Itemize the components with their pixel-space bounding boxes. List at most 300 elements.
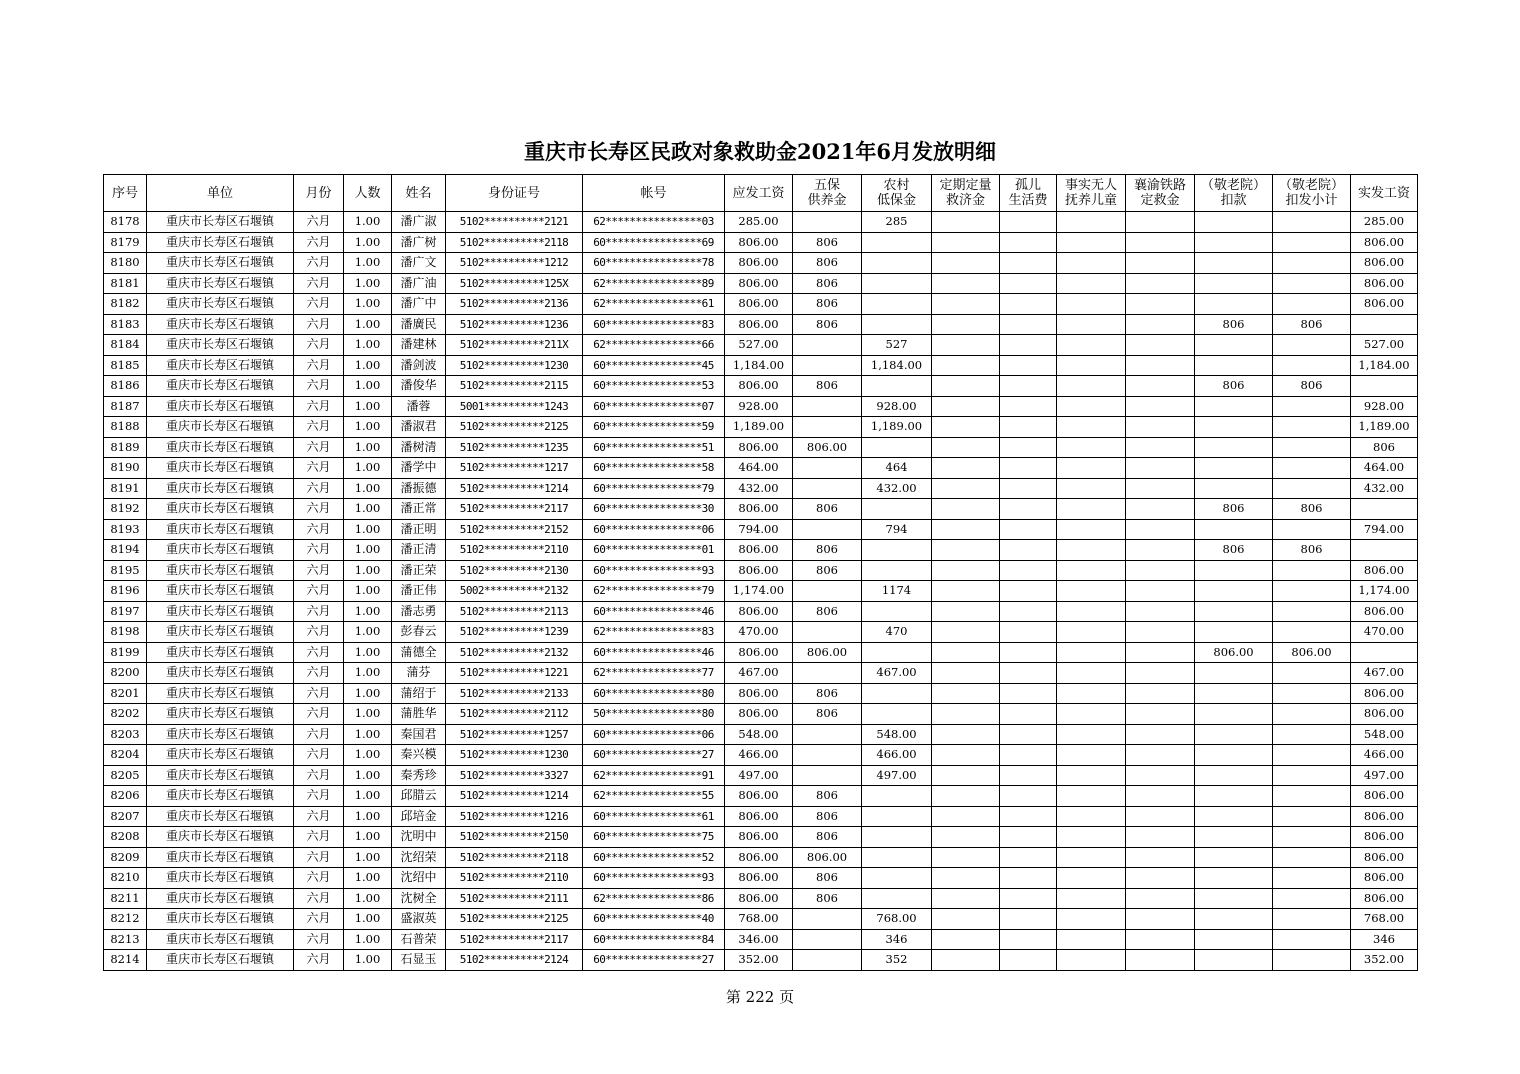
cell-payable: 806.00 — [725, 499, 793, 520]
cell-dibao — [862, 273, 932, 294]
cell-id-number: 5102**********2117 — [446, 929, 583, 950]
cell-orphan — [1000, 499, 1057, 520]
cell-id-number: 5102**********1257 — [446, 724, 583, 745]
cell-seq: 8193 — [104, 519, 147, 540]
cell-unsupported-child — [1057, 458, 1126, 479]
cell-nursing-deduction — [1195, 704, 1273, 725]
cell-wubao — [793, 950, 862, 971]
table-row — [104, 704, 1418, 725]
cell-count: 1.00 — [344, 314, 392, 335]
cell-orphan — [1000, 929, 1057, 950]
cell-name: 潘正荣 — [392, 560, 446, 581]
cell-unit: 重庆市长寿区石堰镇 — [147, 847, 294, 868]
cell-dingqi — [932, 663, 1000, 684]
cell-nursing-deduction — [1195, 396, 1273, 417]
cell-month: 六月 — [294, 212, 344, 233]
cell-orphan — [1000, 806, 1057, 827]
cell-count: 1.00 — [344, 786, 392, 807]
cell-name: 潘蓉 — [392, 396, 446, 417]
cell-dibao: 768.00 — [862, 909, 932, 930]
cell-id-number: 5102**********2113 — [446, 601, 583, 622]
cell-name: 潘淑君 — [392, 417, 446, 438]
cell-name: 潘志勇 — [392, 601, 446, 622]
cell-orphan — [1000, 765, 1057, 786]
cell-dingqi — [932, 806, 1000, 827]
cell-seq: 8182 — [104, 294, 147, 315]
cell-actual-pay: 1,184.00 — [1351, 355, 1418, 376]
cell-railway — [1126, 847, 1195, 868]
cell-month: 六月 — [294, 622, 344, 643]
cell-railway — [1126, 765, 1195, 786]
table-row — [104, 581, 1418, 602]
cell-payable: 806.00 — [725, 868, 793, 889]
cell-orphan — [1000, 417, 1057, 438]
cell-actual-pay: 1,189.00 — [1351, 417, 1418, 438]
cell-unit: 重庆市长寿区石堰镇 — [147, 806, 294, 827]
cell-dingqi — [932, 232, 1000, 253]
cell-orphan — [1000, 786, 1057, 807]
cell-actual-pay: 806.00 — [1351, 294, 1418, 315]
cell-month: 六月 — [294, 581, 344, 602]
cell-name: 沈树全 — [392, 888, 446, 909]
table-row — [104, 212, 1418, 233]
cell-month: 六月 — [294, 909, 344, 930]
cell-id-number: 5102**********2110 — [446, 868, 583, 889]
cell-payable: 806.00 — [725, 294, 793, 315]
cell-railway — [1126, 458, 1195, 479]
cell-payable: 928.00 — [725, 396, 793, 417]
cell-actual-pay: 806.00 — [1351, 273, 1418, 294]
cell-dingqi — [932, 478, 1000, 499]
cell-wubao: 806 — [793, 868, 862, 889]
cell-unit: 重庆市长寿区石堰镇 — [147, 724, 294, 745]
cell-dibao — [862, 232, 932, 253]
cell-actual-pay — [1351, 314, 1418, 335]
cell-count: 1.00 — [344, 888, 392, 909]
cell-nursing-deduction-subtotal: 806 — [1273, 540, 1351, 561]
cell-unit: 重庆市长寿区石堰镇 — [147, 601, 294, 622]
cell-month: 六月 — [294, 745, 344, 766]
cell-payable: 467.00 — [725, 663, 793, 684]
cell-account: 60****************06 — [583, 724, 725, 745]
table-row — [104, 950, 1418, 971]
cell-unsupported-child — [1057, 294, 1126, 315]
cell-nursing-deduction — [1195, 868, 1273, 889]
cell-account: 62****************79 — [583, 581, 725, 602]
cell-month: 六月 — [294, 232, 344, 253]
cell-nursing-deduction-subtotal — [1273, 827, 1351, 848]
cell-name: 潘树清 — [392, 437, 446, 458]
cell-name: 秦国君 — [392, 724, 446, 745]
header-seq: 序号 — [104, 175, 147, 212]
cell-nursing-deduction — [1195, 560, 1273, 581]
cell-railway — [1126, 929, 1195, 950]
cell-nursing-deduction — [1195, 663, 1273, 684]
cell-orphan — [1000, 396, 1057, 417]
cell-dingqi — [932, 560, 1000, 581]
cell-id-number: 5102**********1230 — [446, 355, 583, 376]
cell-name: 潘正清 — [392, 540, 446, 561]
cell-railway — [1126, 642, 1195, 663]
cell-unsupported-child — [1057, 499, 1126, 520]
table-row — [104, 868, 1418, 889]
cell-nursing-deduction — [1195, 683, 1273, 704]
cell-dingqi — [932, 642, 1000, 663]
cell-railway — [1126, 724, 1195, 745]
cell-railway — [1126, 950, 1195, 971]
cell-railway — [1126, 355, 1195, 376]
cell-wubao: 806 — [793, 704, 862, 725]
cell-count: 1.00 — [344, 355, 392, 376]
cell-count: 1.00 — [344, 437, 392, 458]
cell-account: 62****************77 — [583, 663, 725, 684]
cell-month: 六月 — [294, 806, 344, 827]
cell-payable: 806.00 — [725, 642, 793, 663]
cell-actual-pay: 285.00 — [1351, 212, 1418, 233]
cell-id-number: 5102**********1212 — [446, 253, 583, 274]
cell-unsupported-child — [1057, 519, 1126, 540]
cell-wubao — [793, 396, 862, 417]
cell-month: 六月 — [294, 519, 344, 540]
cell-account: 60****************46 — [583, 601, 725, 622]
table-row — [104, 273, 1418, 294]
cell-id-number: 5102**********2133 — [446, 683, 583, 704]
cell-name: 蒲绍于 — [392, 683, 446, 704]
cell-unit: 重庆市长寿区石堰镇 — [147, 868, 294, 889]
cell-month: 六月 — [294, 560, 344, 581]
cell-id-number: 5102**********1235 — [446, 437, 583, 458]
cell-orphan — [1000, 642, 1057, 663]
cell-payable: 806.00 — [725, 683, 793, 704]
cell-unit: 重庆市长寿区石堰镇 — [147, 683, 294, 704]
cell-name: 潘振德 — [392, 478, 446, 499]
cell-account: 62****************55 — [583, 786, 725, 807]
cell-dibao — [862, 253, 932, 274]
cell-railway — [1126, 806, 1195, 827]
header-payable: 应发工资 — [725, 175, 793, 212]
cell-dibao: 470 — [862, 622, 932, 643]
cell-account: 60****************30 — [583, 499, 725, 520]
cell-unit: 重庆市长寿区石堰镇 — [147, 232, 294, 253]
table-row — [104, 827, 1418, 848]
cell-railway — [1126, 314, 1195, 335]
cell-dibao: 928.00 — [862, 396, 932, 417]
header-nursing-deduction-subtotal: （敬老院） 扣发小计 — [1273, 175, 1351, 212]
cell-unit: 重庆市长寿区石堰镇 — [147, 642, 294, 663]
cell-dingqi — [932, 745, 1000, 766]
cell-account: 60****************61 — [583, 806, 725, 827]
cell-nursing-deduction-subtotal — [1273, 478, 1351, 499]
cell-dibao: 527 — [862, 335, 932, 356]
cell-payable: 806.00 — [725, 376, 793, 397]
cell-railway — [1126, 294, 1195, 315]
cell-orphan — [1000, 560, 1057, 581]
cell-dibao — [862, 437, 932, 458]
cell-dibao: 432.00 — [862, 478, 932, 499]
cell-account: 60****************46 — [583, 642, 725, 663]
cell-id-number: 5102**********2115 — [446, 376, 583, 397]
cell-month: 六月 — [294, 847, 344, 868]
cell-railway — [1126, 622, 1195, 643]
cell-count: 1.00 — [344, 704, 392, 725]
cell-account: 62****************91 — [583, 765, 725, 786]
cell-count: 1.00 — [344, 396, 392, 417]
cell-account: 60****************93 — [583, 560, 725, 581]
cell-seq: 8197 — [104, 601, 147, 622]
cell-id-number: 5102**********1236 — [446, 314, 583, 335]
cell-id-number: 5102**********2118 — [446, 847, 583, 868]
cell-payable: 1,174.00 — [725, 581, 793, 602]
cell-actual-pay: 794.00 — [1351, 519, 1418, 540]
cell-nursing-deduction — [1195, 273, 1273, 294]
cell-count: 1.00 — [344, 909, 392, 930]
cell-actual-pay: 768.00 — [1351, 909, 1418, 930]
cell-wubao — [793, 724, 862, 745]
cell-unit: 重庆市长寿区石堰镇 — [147, 950, 294, 971]
cell-unsupported-child — [1057, 560, 1126, 581]
cell-nursing-deduction-subtotal: 806.00 — [1273, 642, 1351, 663]
cell-name: 潘正明 — [392, 519, 446, 540]
cell-dingqi — [932, 437, 1000, 458]
cell-unit: 重庆市长寿区石堰镇 — [147, 458, 294, 479]
cell-wubao: 806 — [793, 294, 862, 315]
cell-count: 1.00 — [344, 519, 392, 540]
cell-name: 沈明中 — [392, 827, 446, 848]
cell-dingqi — [932, 294, 1000, 315]
cell-unit: 重庆市长寿区石堰镇 — [147, 663, 294, 684]
cell-orphan — [1000, 458, 1057, 479]
cell-count: 1.00 — [344, 212, 392, 233]
cell-dibao: 285 — [862, 212, 932, 233]
cell-count: 1.00 — [344, 847, 392, 868]
cell-unit: 重庆市长寿区石堰镇 — [147, 622, 294, 643]
cell-seq: 8180 — [104, 253, 147, 274]
cell-actual-pay: 352.00 — [1351, 950, 1418, 971]
cell-payable: 346.00 — [725, 929, 793, 950]
cell-dibao — [862, 847, 932, 868]
cell-unit: 重庆市长寿区石堰镇 — [147, 540, 294, 561]
cell-unsupported-child — [1057, 827, 1126, 848]
cell-dibao — [862, 888, 932, 909]
cell-payable: 806.00 — [725, 704, 793, 725]
cell-dingqi — [932, 273, 1000, 294]
cell-payable: 794.00 — [725, 519, 793, 540]
cell-railway — [1126, 704, 1195, 725]
cell-count: 1.00 — [344, 950, 392, 971]
cell-actual-pay: 1,174.00 — [1351, 581, 1418, 602]
cell-month: 六月 — [294, 642, 344, 663]
table-row — [104, 724, 1418, 745]
cell-seq: 8212 — [104, 909, 147, 930]
cell-count: 1.00 — [344, 232, 392, 253]
cell-wubao: 806 — [793, 601, 862, 622]
cell-account: 60****************59 — [583, 417, 725, 438]
cell-dingqi — [932, 499, 1000, 520]
cell-unsupported-child — [1057, 683, 1126, 704]
table-row — [104, 519, 1418, 540]
cell-nursing-deduction-subtotal: 806 — [1273, 314, 1351, 335]
cell-unsupported-child — [1057, 355, 1126, 376]
cell-account: 60****************40 — [583, 909, 725, 930]
cell-orphan — [1000, 212, 1057, 233]
cell-wubao: 806 — [793, 540, 862, 561]
cell-id-number: 5102**********2125 — [446, 417, 583, 438]
cell-unit: 重庆市长寿区石堰镇 — [147, 909, 294, 930]
cell-unsupported-child — [1057, 581, 1126, 602]
cell-unsupported-child — [1057, 786, 1126, 807]
cell-actual-pay: 806.00 — [1351, 827, 1418, 848]
cell-month: 六月 — [294, 335, 344, 356]
cell-id-number: 5102**********2118 — [446, 232, 583, 253]
cell-name: 潘剑波 — [392, 355, 446, 376]
cell-id-number: 5102**********211X — [446, 335, 583, 356]
cell-payable: 527.00 — [725, 335, 793, 356]
cell-nursing-deduction-subtotal — [1273, 663, 1351, 684]
cell-actual-pay: 466.00 — [1351, 745, 1418, 766]
cell-railway — [1126, 499, 1195, 520]
cell-wubao: 806 — [793, 683, 862, 704]
cell-name: 潘正伟 — [392, 581, 446, 602]
cell-count: 1.00 — [344, 929, 392, 950]
cell-wubao: 806 — [793, 499, 862, 520]
cell-railway — [1126, 437, 1195, 458]
table-row — [104, 232, 1418, 253]
cell-unit: 重庆市长寿区石堰镇 — [147, 212, 294, 233]
cell-unit: 重庆市长寿区石堰镇 — [147, 355, 294, 376]
cell-nursing-deduction — [1195, 232, 1273, 253]
cell-unit: 重庆市长寿区石堰镇 — [147, 704, 294, 725]
relief-payment-table — [103, 174, 1418, 971]
cell-railway — [1126, 376, 1195, 397]
cell-name: 秦秀珍 — [392, 765, 446, 786]
cell-payable: 432.00 — [725, 478, 793, 499]
cell-account: 60****************45 — [583, 355, 725, 376]
cell-seq: 8189 — [104, 437, 147, 458]
table-row — [104, 765, 1418, 786]
cell-account: 62****************89 — [583, 273, 725, 294]
cell-unit: 重庆市长寿区石堰镇 — [147, 294, 294, 315]
header-month: 月份 — [294, 175, 344, 212]
cell-count: 1.00 — [344, 499, 392, 520]
cell-unit: 重庆市长寿区石堰镇 — [147, 765, 294, 786]
cell-unit: 重庆市长寿区石堰镇 — [147, 314, 294, 335]
cell-dibao: 1,189.00 — [862, 417, 932, 438]
cell-dingqi — [932, 786, 1000, 807]
cell-unit: 重庆市长寿区石堰镇 — [147, 786, 294, 807]
page-number: 第 222 页 — [725, 988, 795, 1006]
cell-unsupported-child — [1057, 212, 1126, 233]
table-row — [104, 478, 1418, 499]
cell-seq: 8213 — [104, 929, 147, 950]
cell-nursing-deduction-subtotal — [1273, 929, 1351, 950]
table-row — [104, 376, 1418, 397]
cell-seq: 8211 — [104, 888, 147, 909]
cell-month: 六月 — [294, 499, 344, 520]
table-row — [104, 437, 1418, 458]
cell-orphan — [1000, 478, 1057, 499]
cell-payable: 768.00 — [725, 909, 793, 930]
cell-seq: 8186 — [104, 376, 147, 397]
cell-account: 60****************27 — [583, 745, 725, 766]
cell-actual-pay: 806 — [1351, 437, 1418, 458]
cell-count: 1.00 — [344, 806, 392, 827]
cell-nursing-deduction-subtotal — [1273, 519, 1351, 540]
cell-orphan — [1000, 355, 1057, 376]
cell-account: 60****************53 — [583, 376, 725, 397]
cell-dingqi — [932, 253, 1000, 274]
cell-month: 六月 — [294, 683, 344, 704]
cell-month: 六月 — [294, 253, 344, 274]
cell-unsupported-child — [1057, 847, 1126, 868]
cell-unsupported-child — [1057, 622, 1126, 643]
cell-orphan — [1000, 376, 1057, 397]
cell-seq: 8190 — [104, 458, 147, 479]
cell-unsupported-child — [1057, 642, 1126, 663]
header-wubao: 五保 供养金 — [793, 175, 862, 212]
cell-unsupported-child — [1057, 704, 1126, 725]
cell-unit: 重庆市长寿区石堰镇 — [147, 396, 294, 417]
table-row — [104, 458, 1418, 479]
cell-dibao: 346 — [862, 929, 932, 950]
cell-month: 六月 — [294, 704, 344, 725]
cell-payable: 806.00 — [725, 232, 793, 253]
cell-account: 60****************93 — [583, 868, 725, 889]
cell-seq: 8192 — [104, 499, 147, 520]
cell-count: 1.00 — [344, 540, 392, 561]
cell-month: 六月 — [294, 868, 344, 889]
cell-account: 62****************86 — [583, 888, 725, 909]
cell-nursing-deduction — [1195, 253, 1273, 274]
cell-name: 邱腊云 — [392, 786, 446, 807]
table-row — [104, 888, 1418, 909]
cell-id-number: 5102**********1214 — [446, 478, 583, 499]
cell-railway — [1126, 581, 1195, 602]
cell-count: 1.00 — [344, 765, 392, 786]
cell-id-number: 5102**********2112 — [446, 704, 583, 725]
cell-payable: 1,184.00 — [725, 355, 793, 376]
cell-dingqi — [932, 540, 1000, 561]
cell-wubao — [793, 335, 862, 356]
cell-payable: 806.00 — [725, 847, 793, 868]
cell-account: 60****************51 — [583, 437, 725, 458]
cell-dibao: 466.00 — [862, 745, 932, 766]
cell-unit: 重庆市长寿区石堰镇 — [147, 376, 294, 397]
cell-actual-pay: 806.00 — [1351, 786, 1418, 807]
cell-unit: 重庆市长寿区石堰镇 — [147, 519, 294, 540]
cell-wubao: 806 — [793, 827, 862, 848]
cell-count: 1.00 — [344, 663, 392, 684]
cell-nursing-deduction: 806 — [1195, 376, 1273, 397]
cell-month: 六月 — [294, 417, 344, 438]
cell-orphan — [1000, 519, 1057, 540]
cell-railway — [1126, 253, 1195, 274]
header-railway: 襄渝铁路 定救金 — [1126, 175, 1195, 212]
cell-unsupported-child — [1057, 724, 1126, 745]
cell-nursing-deduction-subtotal — [1273, 273, 1351, 294]
cell-month: 六月 — [294, 950, 344, 971]
table-row — [104, 540, 1418, 561]
cell-nursing-deduction-subtotal — [1273, 355, 1351, 376]
cell-account: 60****************01 — [583, 540, 725, 561]
cell-unit: 重庆市长寿区石堰镇 — [147, 478, 294, 499]
cell-name: 潘学中 — [392, 458, 446, 479]
cell-railway — [1126, 478, 1195, 499]
cell-nursing-deduction-subtotal — [1273, 806, 1351, 827]
cell-railway — [1126, 786, 1195, 807]
cell-dibao — [862, 376, 932, 397]
cell-unsupported-child — [1057, 478, 1126, 499]
cell-count: 1.00 — [344, 458, 392, 479]
